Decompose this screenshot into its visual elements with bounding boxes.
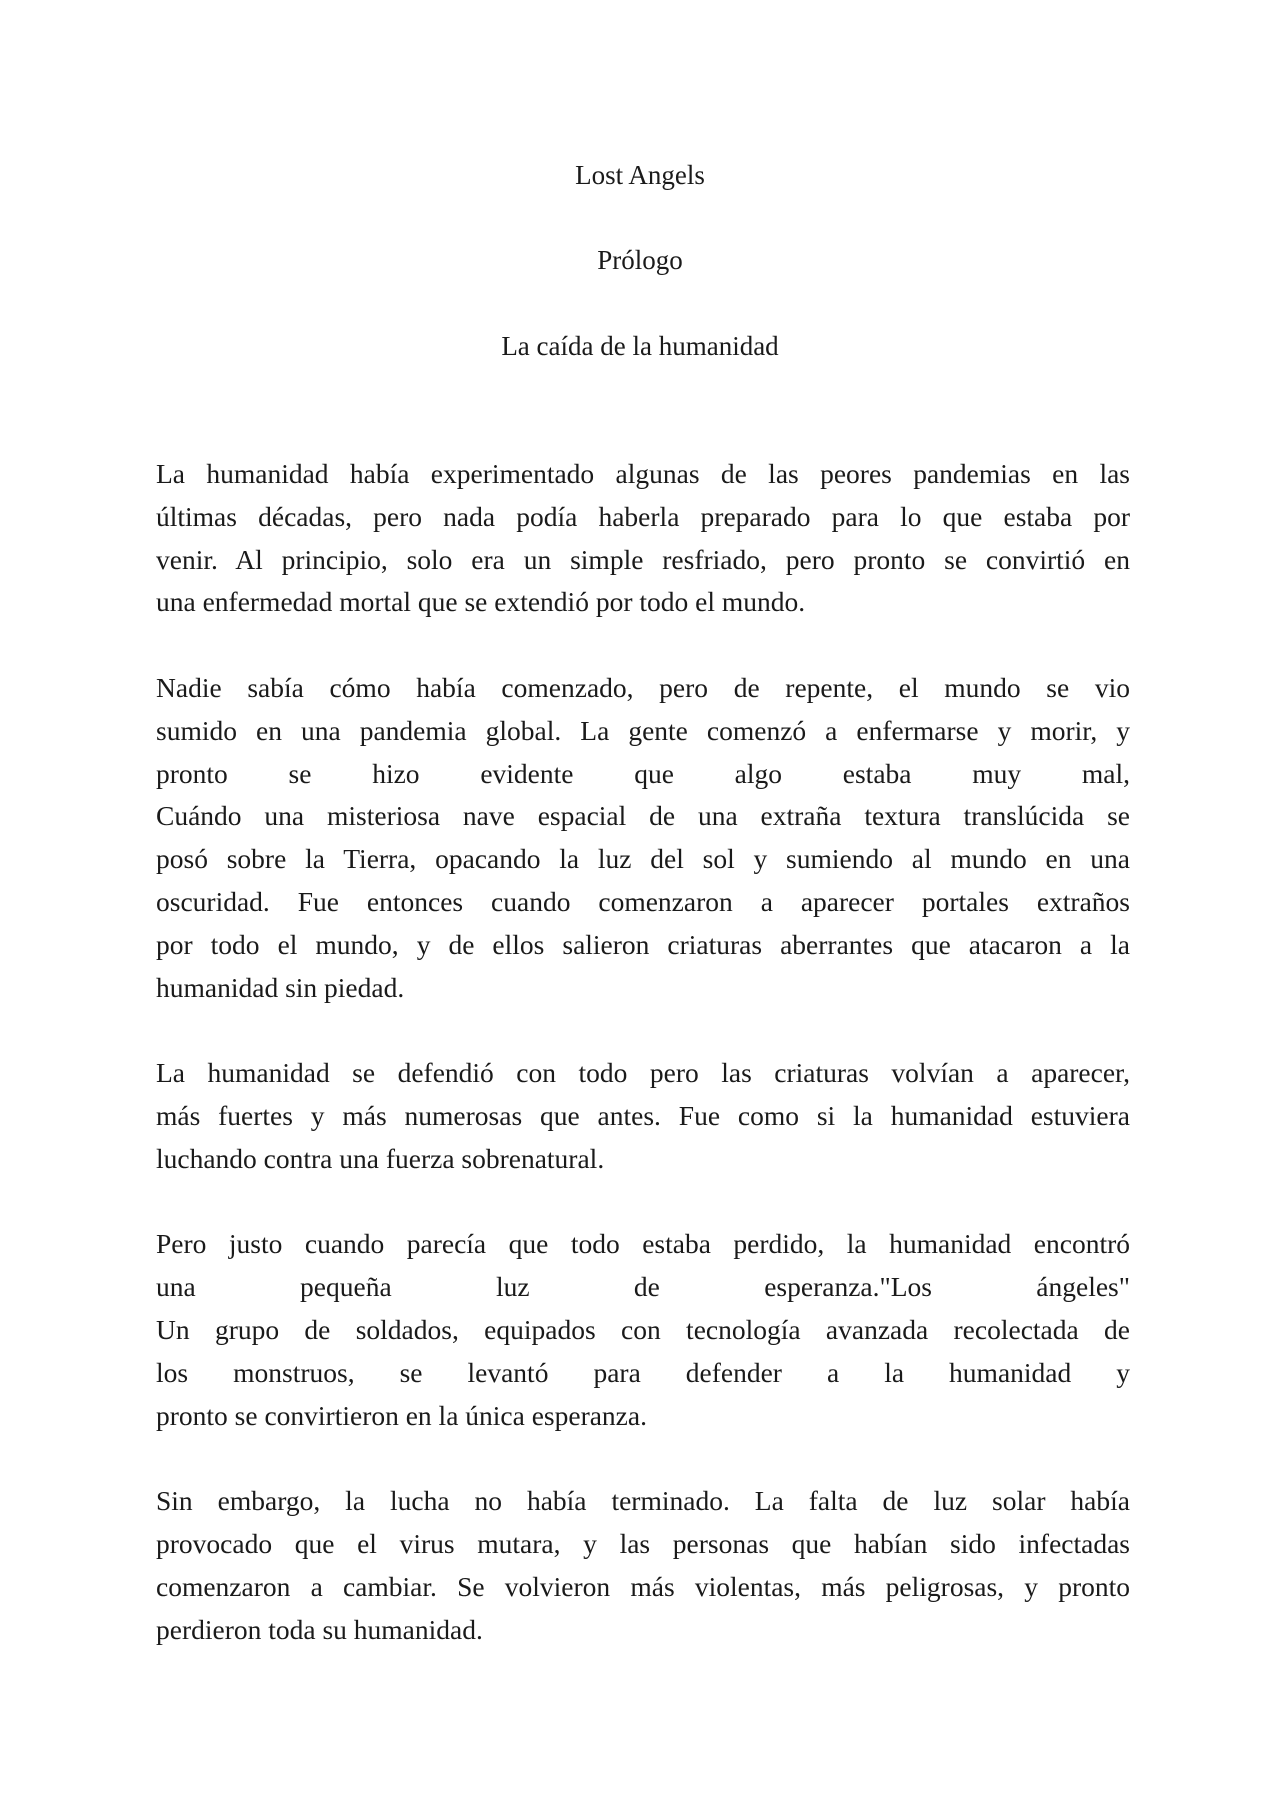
chapter-label: Prólogo (597, 245, 683, 275)
text-line: oscuridad. Fue entonces cuando comenzaron a aparecer portales extraños (156, 885, 1130, 917)
paragraph (156, 1480, 1130, 1651)
text-line: una enfermedad mortal que se extendió por todo el mundo. (156, 586, 806, 618)
text-line: por todo el mundo, y de ellos salieron criaturas aberrantes que atacaron a la (156, 928, 1130, 960)
text-line: luchando contra una fuerza sobrenatural. (156, 1142, 605, 1174)
text-line: comenzaron a cambiar. Se volvieron más violentas, más peligrosas, y pronto (156, 1570, 1130, 1602)
text-line: pronto se hizo evidente que algo estaba muy mal, (156, 757, 1130, 789)
text-line: una pequeña luz de esperanza."Los ángeles" (156, 1271, 1130, 1303)
chapter-subtitle: La caída de la humanidad (501, 331, 779, 361)
text-line: provocado que el virus mutara, y las personas que habían sido infectadas (156, 1527, 1130, 1559)
text-line: sumido en una pandemia global. La gente comenzó a enfermarse y morir, y (156, 714, 1130, 746)
paragraph-spacer (156, 1437, 1130, 1480)
text-line: últimas décadas, pero nada podía haberla preparado para lo que estaba por (156, 500, 1130, 532)
text-line: humanidad sin piedad. (156, 971, 405, 1003)
paragraph-spacer (156, 1009, 1130, 1052)
text-line: Pero justo cuando parecía que todo estaba perdido, la humanidad encontró (156, 1228, 1130, 1260)
text-line: La humanidad se defendió con todo pero las criaturas volvían a aparecer, (156, 1057, 1130, 1089)
text-line: pronto se convirtieron en la única esperanza. (156, 1399, 647, 1431)
text-line: perdieron toda su humanidad. (156, 1613, 483, 1645)
text-line: los monstruos, se levantó para defender a la humanidad y (156, 1356, 1130, 1388)
text-line: Sin embargo, la lucha no había terminado. La falta de luz solar había (156, 1485, 1130, 1517)
paragraph-spacer (156, 624, 1130, 667)
body-text (156, 453, 1130, 1651)
text-line: Un grupo de soldados, equipados con tecnología avanzada recolectada de (156, 1313, 1130, 1345)
text-line: Nadie sabía cómo había comenzado, pero de repente, el mundo se vio (156, 671, 1130, 703)
book-title: Lost Angels (575, 160, 705, 190)
text-line: venir. Al principio, solo era un simple resfriado, pero pronto se convirtió en (156, 543, 1130, 575)
paragraph (156, 453, 1130, 624)
text-line: La humanidad había experimentado algunas de las peores pandemias en las (156, 458, 1130, 489)
paragraph (156, 667, 1130, 1009)
text-line: posó sobre la Tierra, opacando la luz del sol y sumiendo al mundo en una (156, 843, 1130, 875)
paragraph-spacer (156, 1181, 1130, 1224)
text-line: más fuertes y más numerosas que antes. Fue como si la humanidad estuviera (156, 1099, 1130, 1131)
text-line: Cuándo una misteriosa nave espacial de una extraña textura translúcida se (156, 800, 1130, 832)
paragraph (156, 1052, 1130, 1180)
paragraph (156, 1223, 1130, 1437)
